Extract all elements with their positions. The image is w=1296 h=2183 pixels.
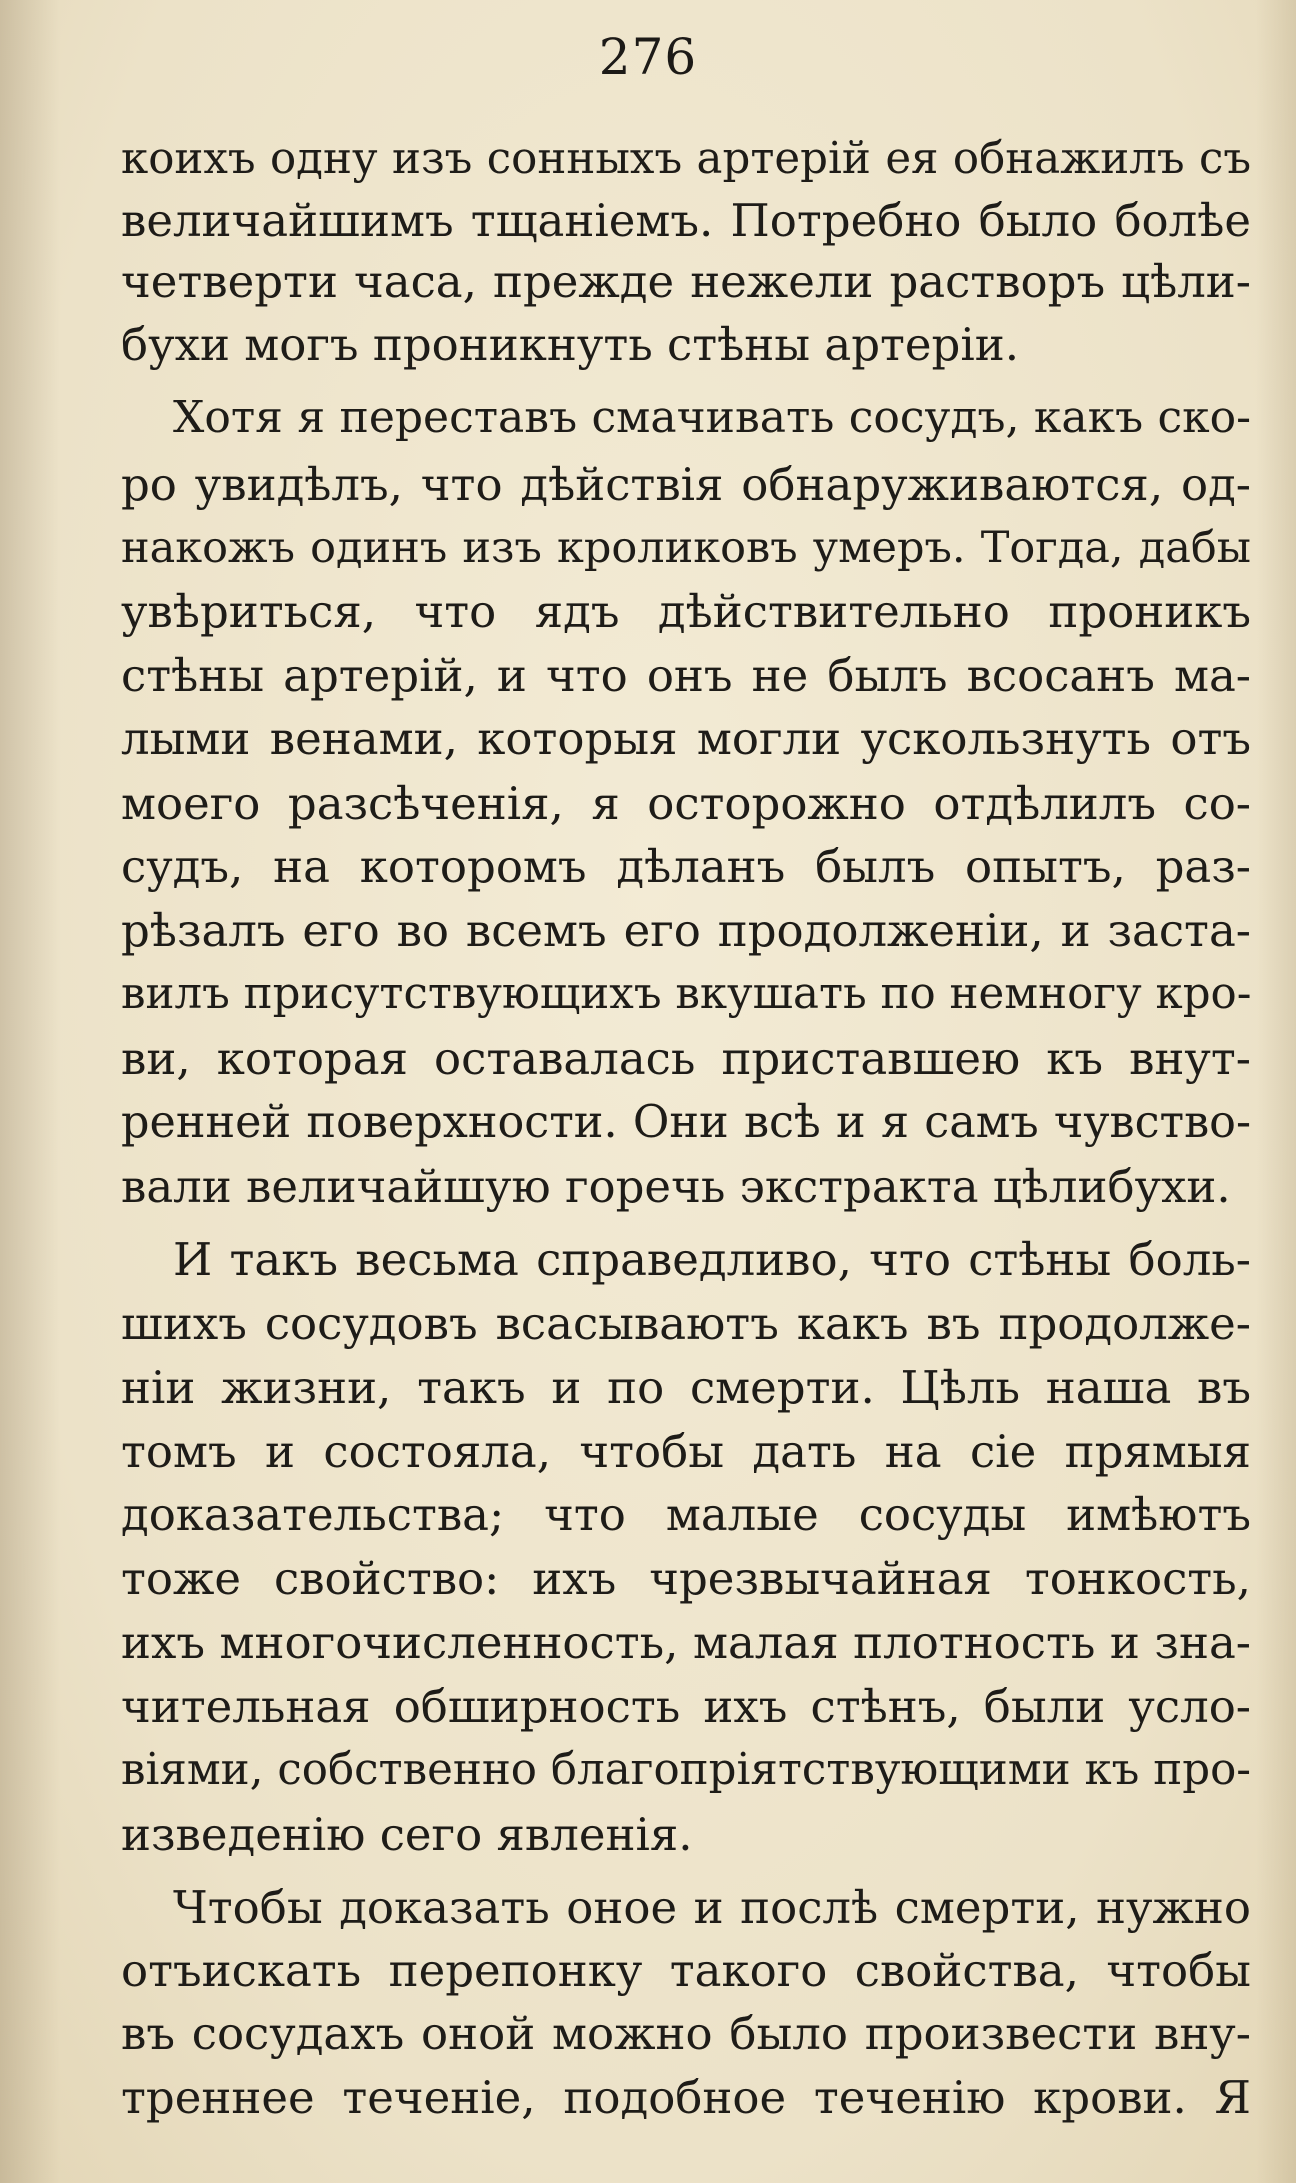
text-line: вали величайшую горечь экстракта цѣлибухи. <box>121 1160 1231 1213</box>
text-line: тоже свойство: ихъ чрезвычайная тонкость, <box>121 1552 1251 1605</box>
text-line: накожъ одинъ изъ кроликовъ умеръ. Тогда, дабы <box>121 523 1251 573</box>
page-number: 276 <box>598 28 698 86</box>
text-line: Хотя я переставъ смачивать сосудъ, какъ ско- <box>173 392 1251 443</box>
text-line: віями, собственно благопріятствующими къ про- <box>121 1745 1251 1795</box>
text-line: томъ и состояла, чтобы дать на сіе прямыя <box>121 1425 1251 1478</box>
text-line: ро увидѣлъ, что дѣйствія обнаруживаются, од- <box>121 458 1251 511</box>
text-line: лыми венами, которыя могли ускользнуть отъ <box>121 712 1251 765</box>
spine-shadow <box>0 0 60 2183</box>
text-line: рѣзалъ его во всемъ его продолженіи, и заста- <box>121 904 1251 957</box>
text-line: вилъ присутствующихъ вкушать по немногу кро- <box>121 969 1252 1019</box>
text-line: ніи жизни, такъ и по смерти. Цѣль наша въ <box>121 1361 1251 1414</box>
text-line: ренней поверхности. Они всѣ и я самъ чувство- <box>121 1097 1251 1148</box>
text-line: И такъ весьма справедливо, что стѣны боль- <box>173 1233 1251 1286</box>
text-line: увѣриться, что ядъ дѣйствительно проникъ <box>121 585 1251 638</box>
text-line: Чтобы доказать оное и послѣ смерти, нужно <box>173 1881 1251 1934</box>
text-line: четверти часа, прежде нежели растворъ цѣли- <box>121 255 1251 308</box>
text-line: отъискать перепонку такого свойства, чтобы <box>121 1944 1251 1997</box>
page-edge <box>1256 0 1296 2183</box>
text-line: шихъ сосудовъ всасываютъ какъ въ продолже- <box>121 1297 1251 1350</box>
text-line: въ сосудахъ оной можно было произвести вну- <box>121 2007 1251 2060</box>
text-line: доказательства; что малые сосуды имѣютъ <box>121 1488 1251 1541</box>
text-line: стѣны артерій, и что онъ не былъ всосанъ ма- <box>121 649 1251 702</box>
text-line: величайшимъ тщаніемъ. Потребно было болѣе <box>121 194 1251 247</box>
text-line: бухи могъ проникнуть стѣны артеріи. <box>121 318 1020 371</box>
text-line: ихъ многочисленность, малая плотность и зна- <box>121 1616 1251 1669</box>
text-line: ви, которая оставалась приставшею къ внут- <box>121 1032 1251 1085</box>
text-line: судъ, на которомъ дѣланъ былъ опытъ, раз- <box>121 840 1251 893</box>
text-line: моего разсѣченія, я осторожно отдѣлилъ со- <box>121 777 1251 830</box>
text-line: треннее теченіе, подобное теченію крови. Я <box>121 2071 1251 2124</box>
text-line: изведенію сего явленія. <box>121 1808 693 1861</box>
text-line: чительная обширность ихъ стѣнъ, были усло- <box>121 1680 1251 1733</box>
text-line: коихъ одну изъ сонныхъ артерій ея обнажилъ съ <box>121 134 1251 184</box>
